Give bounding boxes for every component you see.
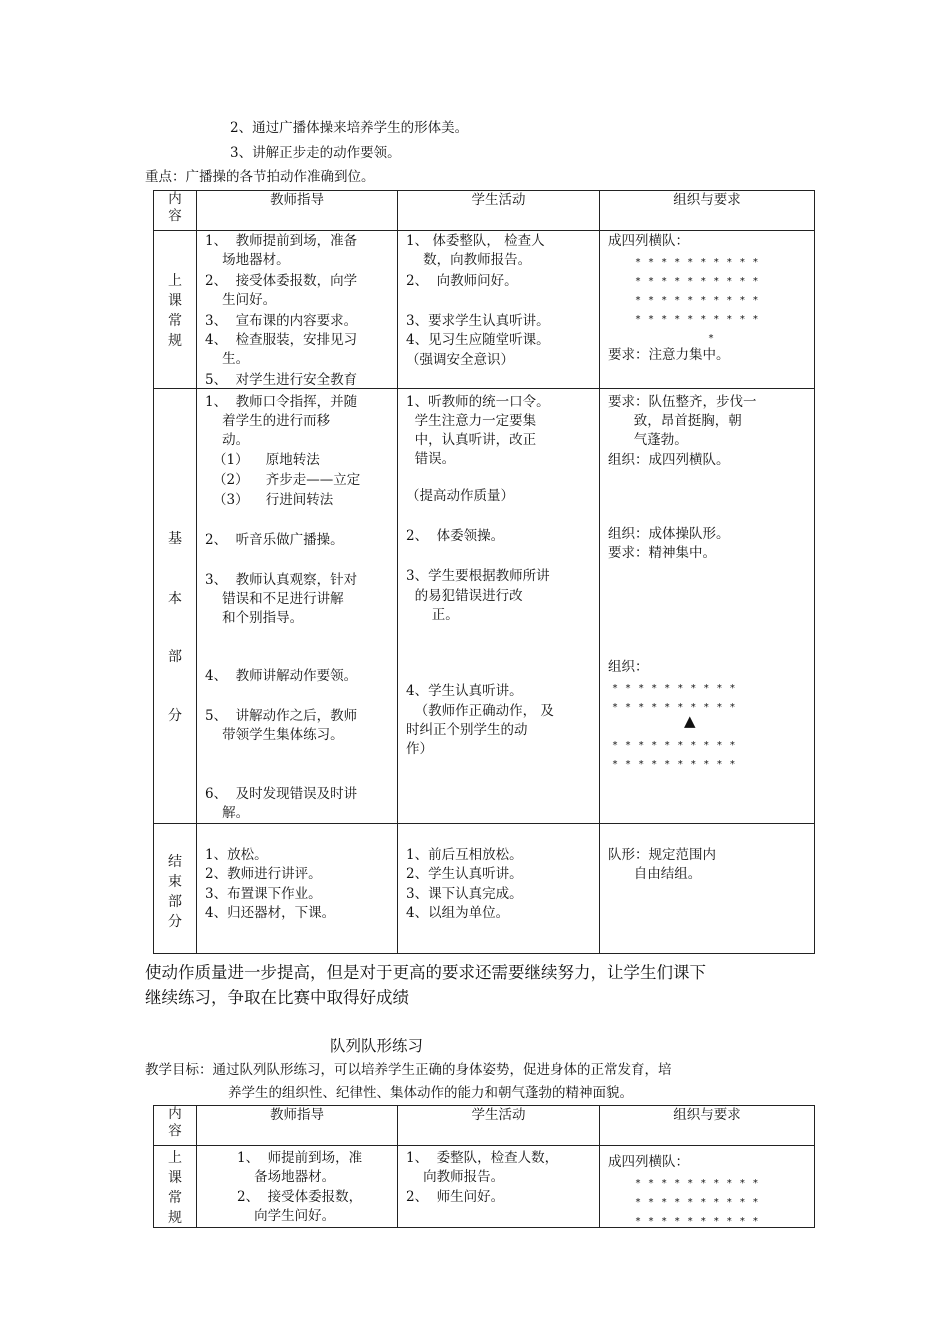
section-routine-label: 上 课 常 规	[168, 1150, 182, 1226]
ending-org-cell	[600, 824, 815, 954]
ending-student-line: 3、课下认真完成。	[406, 886, 523, 902]
paragraph-line: 使动作质量进一步提高，但是对于更高的要求还需要继续努力，让学生们课下	[145, 963, 706, 982]
ending-teacher-line: 3、布置课下作业。	[205, 886, 322, 902]
section-routine-label: 上 课 常 规	[168, 273, 182, 349]
ending-student-line: 4、以组为单位。	[406, 905, 510, 921]
routine-student-line: 2、 向教师问好。	[406, 273, 518, 289]
formation-row: * * * * * * * * * *	[635, 1197, 759, 1208]
routine-student-line: 数，向教师报告。	[406, 252, 532, 268]
main-teacher-line: 4、 教师讲解动作要领。	[205, 668, 358, 684]
formation-row: * * * * * * * * * *	[635, 1178, 759, 1189]
org-title: 成四列横队：	[608, 1154, 689, 1170]
main-teacher-cell	[197, 389, 398, 824]
main-student-cell	[398, 389, 600, 824]
main-org-line: 组织：	[608, 659, 649, 675]
ending-teacher-line: 2、教师进行讲评。	[205, 866, 322, 882]
main-org-line: 组织：成体操队形。	[608, 526, 730, 542]
lesson-2-goal: 养学生的组织性、纪律性、集体动作的能力和朝气蓬勃的精神面貌。	[228, 1085, 633, 1101]
routine-student-cell	[398, 231, 600, 389]
routine-org-cell	[600, 1146, 815, 1228]
routine-teacher-line: 生。	[205, 351, 250, 367]
lesson-table-1	[153, 190, 815, 954]
routine-teacher-line: 备场地器材。	[237, 1169, 336, 1185]
ending-teacher-cell	[197, 824, 398, 954]
section-ending	[154, 824, 197, 954]
header-content-text: 内 容	[168, 1106, 182, 1139]
ending-teacher-line: 1、放松。	[205, 847, 268, 863]
ending-org-line: 自由结组。	[608, 866, 702, 882]
formation-row: * * * * * * * * * *	[612, 702, 736, 713]
lesson-table-2	[153, 1105, 815, 1228]
ending-student-line: 1、前后互相放松。	[406, 847, 523, 863]
org-title: 成四列横队：	[608, 233, 689, 249]
main-student-line: 4、学生认真听讲。	[406, 683, 523, 699]
ending-teacher-line: 4、归还器材，下课。	[205, 905, 336, 921]
routine-requirement: 要求：注意力集中。	[608, 347, 730, 363]
section-main-char: 基	[168, 531, 182, 547]
routine-teacher-line: 3、 宣布课的内容要求。	[205, 313, 358, 329]
main-teacher-line: 带领学生集体练习。	[205, 727, 344, 743]
main-teacher-line: 错误和不足进行讲解	[205, 591, 344, 607]
main-teacher-line: 3、 教师认真观察，针对	[205, 572, 358, 588]
routine-teacher-line: 1、 师提前到场，准	[237, 1150, 363, 1166]
routine-teacher-line: 向学生问好。	[237, 1208, 336, 1224]
routine-teacher-line: 2、 接受体委报数，	[237, 1189, 363, 1205]
header-content-text: 内 容	[168, 191, 182, 224]
routine-teacher-cell	[197, 231, 398, 389]
header-content	[154, 191, 197, 231]
main-student-line: 的易犯错误进行改	[406, 588, 523, 604]
main-org-line: 气蓬勃。	[608, 432, 688, 448]
main-teacher-line: 着学生的进行而移	[205, 413, 331, 429]
lesson-2-title: 队列队形练习	[330, 1037, 424, 1055]
main-student-line: 2、 体委领操。	[406, 528, 505, 544]
routine-student-line: （强调安全意识）	[406, 352, 514, 368]
main-org-line: 致，昂首挺胸，朝	[608, 413, 742, 429]
main-org-line: 组织：成四列横队。	[608, 452, 730, 468]
header-teacher: 教师指导	[197, 1106, 398, 1146]
main-student-line: 时纠正个别学生的动	[406, 722, 528, 738]
main-teacher-line: 5、 讲解动作之后，教师	[205, 708, 358, 724]
ending-org-line: 队形：规定范围内	[608, 847, 716, 863]
paragraph-line: 继续练习，争取在比赛中取得好成绩	[145, 988, 409, 1007]
main-student-line: 正。	[406, 607, 459, 623]
routine-teacher-line: 2、 接受体委报数，向学	[205, 273, 358, 289]
header-teacher: 教师指导	[197, 191, 398, 231]
main-student-line: 1、听教师的统一口令。	[406, 394, 550, 410]
teacher-position-triangle-icon: ▲	[684, 712, 696, 730]
formation-row: * * * * * * * * * *	[612, 683, 736, 694]
goal-2: 2、通过广播体操来培养学生的形体美。	[230, 120, 469, 136]
routine-student-line: 向教师报告。	[406, 1169, 505, 1185]
routine-student-line: 4、见习生应随堂听课。	[406, 332, 550, 348]
main-student-line: 作）	[406, 741, 433, 757]
main-student-line: 错误。	[406, 451, 456, 467]
lesson-2-goal: 教学目标：通过队列队形练习，可以培养学生正确的身体姿势，促进身体的正常发育，培	[145, 1062, 672, 1078]
main-teacher-sub: （2） 齐步走——立定	[213, 472, 361, 488]
section-main	[154, 389, 197, 824]
goal-3: 3、讲解正步走的动作要领。	[230, 145, 401, 161]
main-student-note: （提高动作质量）	[406, 488, 514, 504]
main-teacher-line: 2、 听音乐做广播操。	[205, 532, 344, 548]
section-main-char: 部	[168, 649, 182, 665]
formation-row: * * * * * * * * * *	[635, 314, 759, 325]
routine-student-line: 3、要求学生认真听讲。	[406, 313, 550, 329]
header-student: 学生活动	[398, 191, 600, 231]
main-teacher-line: 解。	[205, 805, 250, 821]
routine-teacher-line: 1、 教师提前到场，准备	[205, 233, 358, 249]
main-student-line: 3、学生要根据教师所讲	[406, 568, 550, 584]
section-routine	[154, 231, 197, 389]
main-org-cell	[600, 389, 815, 824]
routine-teacher-line: 场地器材。	[205, 252, 290, 268]
formation-row: * * * * * * * * * *	[635, 257, 759, 268]
routine-teacher-line: 4、 检查服装，安排见习	[205, 332, 358, 348]
main-student-line: （教师作正确动作， 及	[406, 703, 554, 719]
routine-teacher-line: 5、 对学生进行安全教育	[205, 372, 358, 388]
routine-teacher-cell	[197, 1146, 398, 1228]
header-student: 学生活动	[398, 1106, 600, 1146]
routine-teacher-line: 生问好。	[205, 292, 277, 308]
routine-student-line: 2、 师生问好。	[406, 1189, 505, 1205]
header-organization: 组织与要求	[600, 1106, 815, 1146]
header-organization: 组织与要求	[600, 191, 815, 231]
section-main-char: 本	[168, 591, 182, 607]
ending-student-cell	[398, 824, 600, 954]
formation-leader: *	[708, 333, 715, 344]
main-org-line: 要求：队伍整齐，步伐一	[608, 394, 757, 410]
key-point: 重点：广播操的各节拍动作准确到位。	[145, 169, 375, 185]
main-teacher-line: 动。	[205, 432, 250, 448]
routine-student-line: 1、 体委整队， 检查人	[406, 233, 545, 249]
main-teacher-line: 和个别指导。	[205, 610, 304, 626]
main-teacher-line: 1、 教师口令指挥，并随	[205, 394, 358, 410]
main-student-line: 中，认真听讲，改正	[406, 432, 537, 448]
header-content	[154, 1106, 197, 1146]
main-teacher-sub: （3） 行进间转法	[213, 492, 334, 508]
main-teacher-line: 6、 及时发现错误及时讲	[205, 786, 358, 802]
routine-student-cell	[398, 1146, 600, 1228]
formation-row: * * * * * * * * * *	[635, 1216, 759, 1227]
section-main-char: 分	[168, 708, 182, 724]
formation-row: * * * * * * * * * *	[612, 759, 736, 770]
formation-row: * * * * * * * * * *	[635, 276, 759, 287]
routine-student-line: 1、 委整队，检查人数，	[406, 1150, 559, 1166]
routine-org-cell	[600, 231, 815, 389]
section-ending-label: 结 束 部 分	[168, 854, 182, 930]
main-student-line: 学生注意力一定要集	[406, 413, 537, 429]
formation-row: * * * * * * * * * *	[635, 295, 759, 306]
section-routine	[154, 1146, 197, 1228]
main-org-line: 要求：精神集中。	[608, 545, 716, 561]
formation-row: * * * * * * * * * *	[612, 740, 736, 751]
ending-student-line: 2、学生认真听讲。	[406, 866, 523, 882]
main-teacher-sub: （1） 原地转法	[213, 452, 320, 468]
